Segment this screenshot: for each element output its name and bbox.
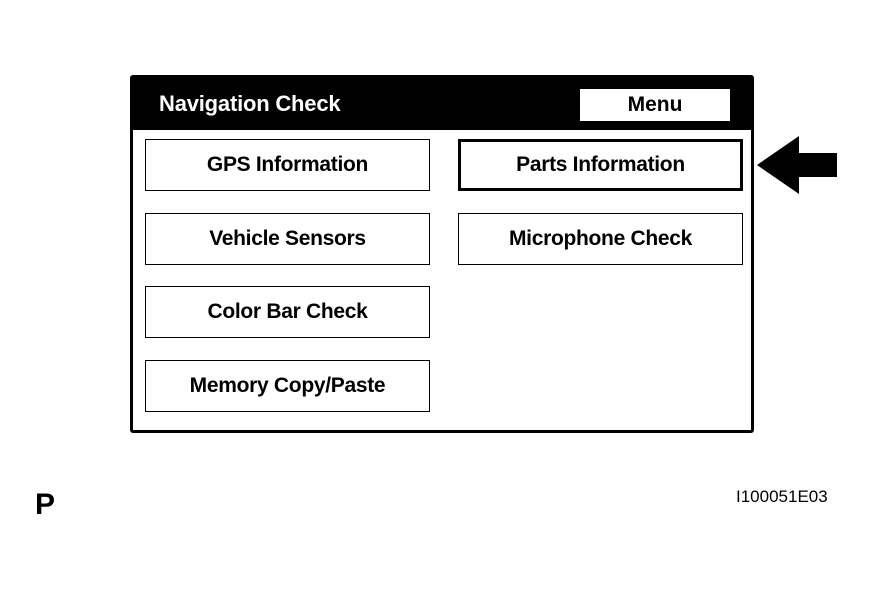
navigation-check-screen (130, 75, 754, 433)
title-bar (133, 78, 751, 130)
left-arrow-icon (757, 136, 837, 194)
page-title: Navigation Check (159, 91, 341, 116)
color-bar-check-button[interactable]: Color Bar Check (145, 286, 430, 338)
figure-id: I100051E03 (736, 487, 828, 506)
menu-button[interactable]: Menu (580, 89, 730, 121)
parts-information-button[interactable]: Parts Information (458, 139, 743, 191)
memory-copy-paste-button[interactable]: Memory Copy/Paste (145, 360, 430, 412)
vehicle-sensors-button[interactable]: Vehicle Sensors (145, 213, 430, 265)
microphone-check-button[interactable]: Microphone Check (458, 213, 743, 265)
footer-label: P (35, 488, 56, 521)
gps-information-button[interactable]: GPS Information (145, 139, 430, 191)
